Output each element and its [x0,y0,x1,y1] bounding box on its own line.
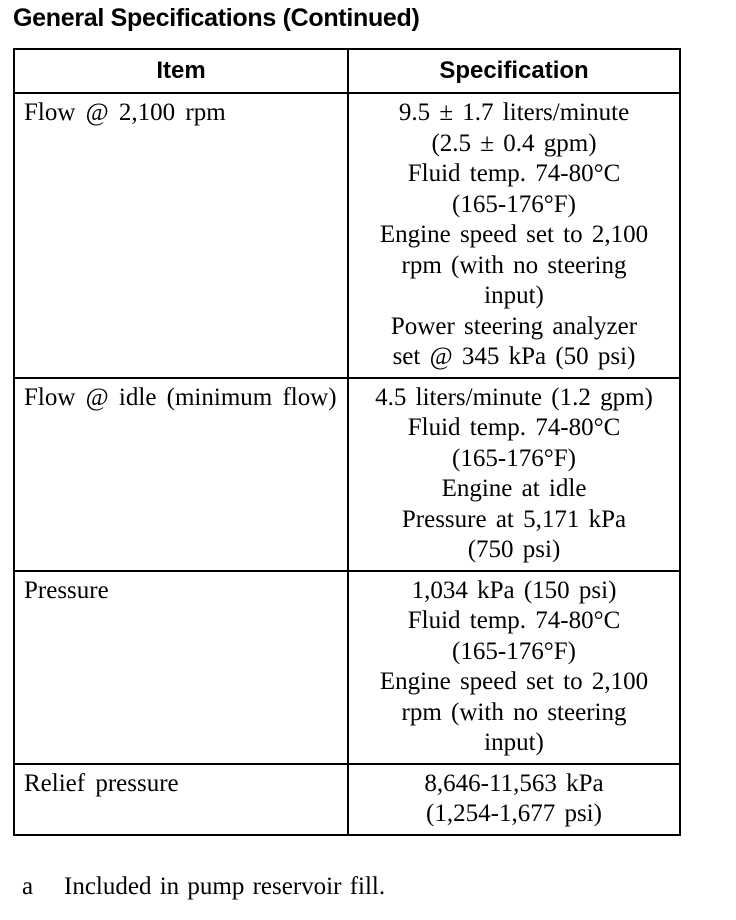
item-cell [14,93,348,378]
spec-line: set @ 345 kPa (50 psi) [392,343,636,370]
spec-line: (165-176°F) [452,190,576,218]
spec-line: Fluid temp. 74-80°C [407,607,621,634]
spec-line: input) [484,282,544,309]
spec-line: Fluid temp. 74-80°C [407,414,621,441]
column-header-item: Item [14,49,348,93]
specification-cell [348,378,680,571]
spec-line: (165-176°F) [452,637,576,665]
spec-line: Fluid temp. 74-80°C [407,160,621,187]
table-header-row [14,49,680,93]
spec-line: 8,646-11,563 kPa [424,769,604,797]
spec-line: (750 psi) [467,536,561,563]
specification-cell [348,571,680,764]
item-text: Flow @ idle (minimum flow) [24,383,337,411]
spec-line: Engine speed set to 2,100 [379,221,649,248]
table-row [14,93,680,378]
item-cell [14,571,348,764]
spec-line: 1,034 kPa (150 psi) [411,576,617,604]
spec-line: Engine at idle [441,475,587,502]
item-text: Relief pressure [24,769,179,797]
spec-line: rpm (with no steering [401,251,627,279]
item-text: Flow @ 2,100 rpm [24,99,226,126]
item-text: Pressure [24,576,109,604]
spec-line: input) [484,729,544,756]
spec-line: rpm (with no steering [401,698,627,726]
specification-cell [348,93,680,378]
item-cell [14,764,348,835]
specification-cell [348,764,680,835]
specifications-table [13,48,681,836]
spec-line: 4.5 liters/minute (1.2 gpm) [375,383,653,411]
spec-line: Pressure at 5,171 kPa [401,505,627,533]
spec-line: Power steering analyzer [390,312,638,340]
item-cell [14,378,348,571]
column-header-specification: Specification [348,49,680,93]
page-title: General Specifications (Continued) [13,4,420,32]
footnote [22,872,385,902]
spec-line: (165-176°F) [452,444,576,472]
footnote-marker: a [22,873,34,900]
table-row [14,571,680,764]
spec-line: (2.5 ± 0.4 gpm) [431,129,597,157]
spec-line: Engine speed set to 2,100 [379,668,649,695]
spec-line: (1,254-1,677 psi) [426,800,602,827]
table-row [14,764,680,835]
footnote-text: Included in pump reservoir fill. [64,873,386,900]
table-row [14,378,680,571]
spec-line: 9.5 ± 1.7 liters/minute [398,99,630,126]
